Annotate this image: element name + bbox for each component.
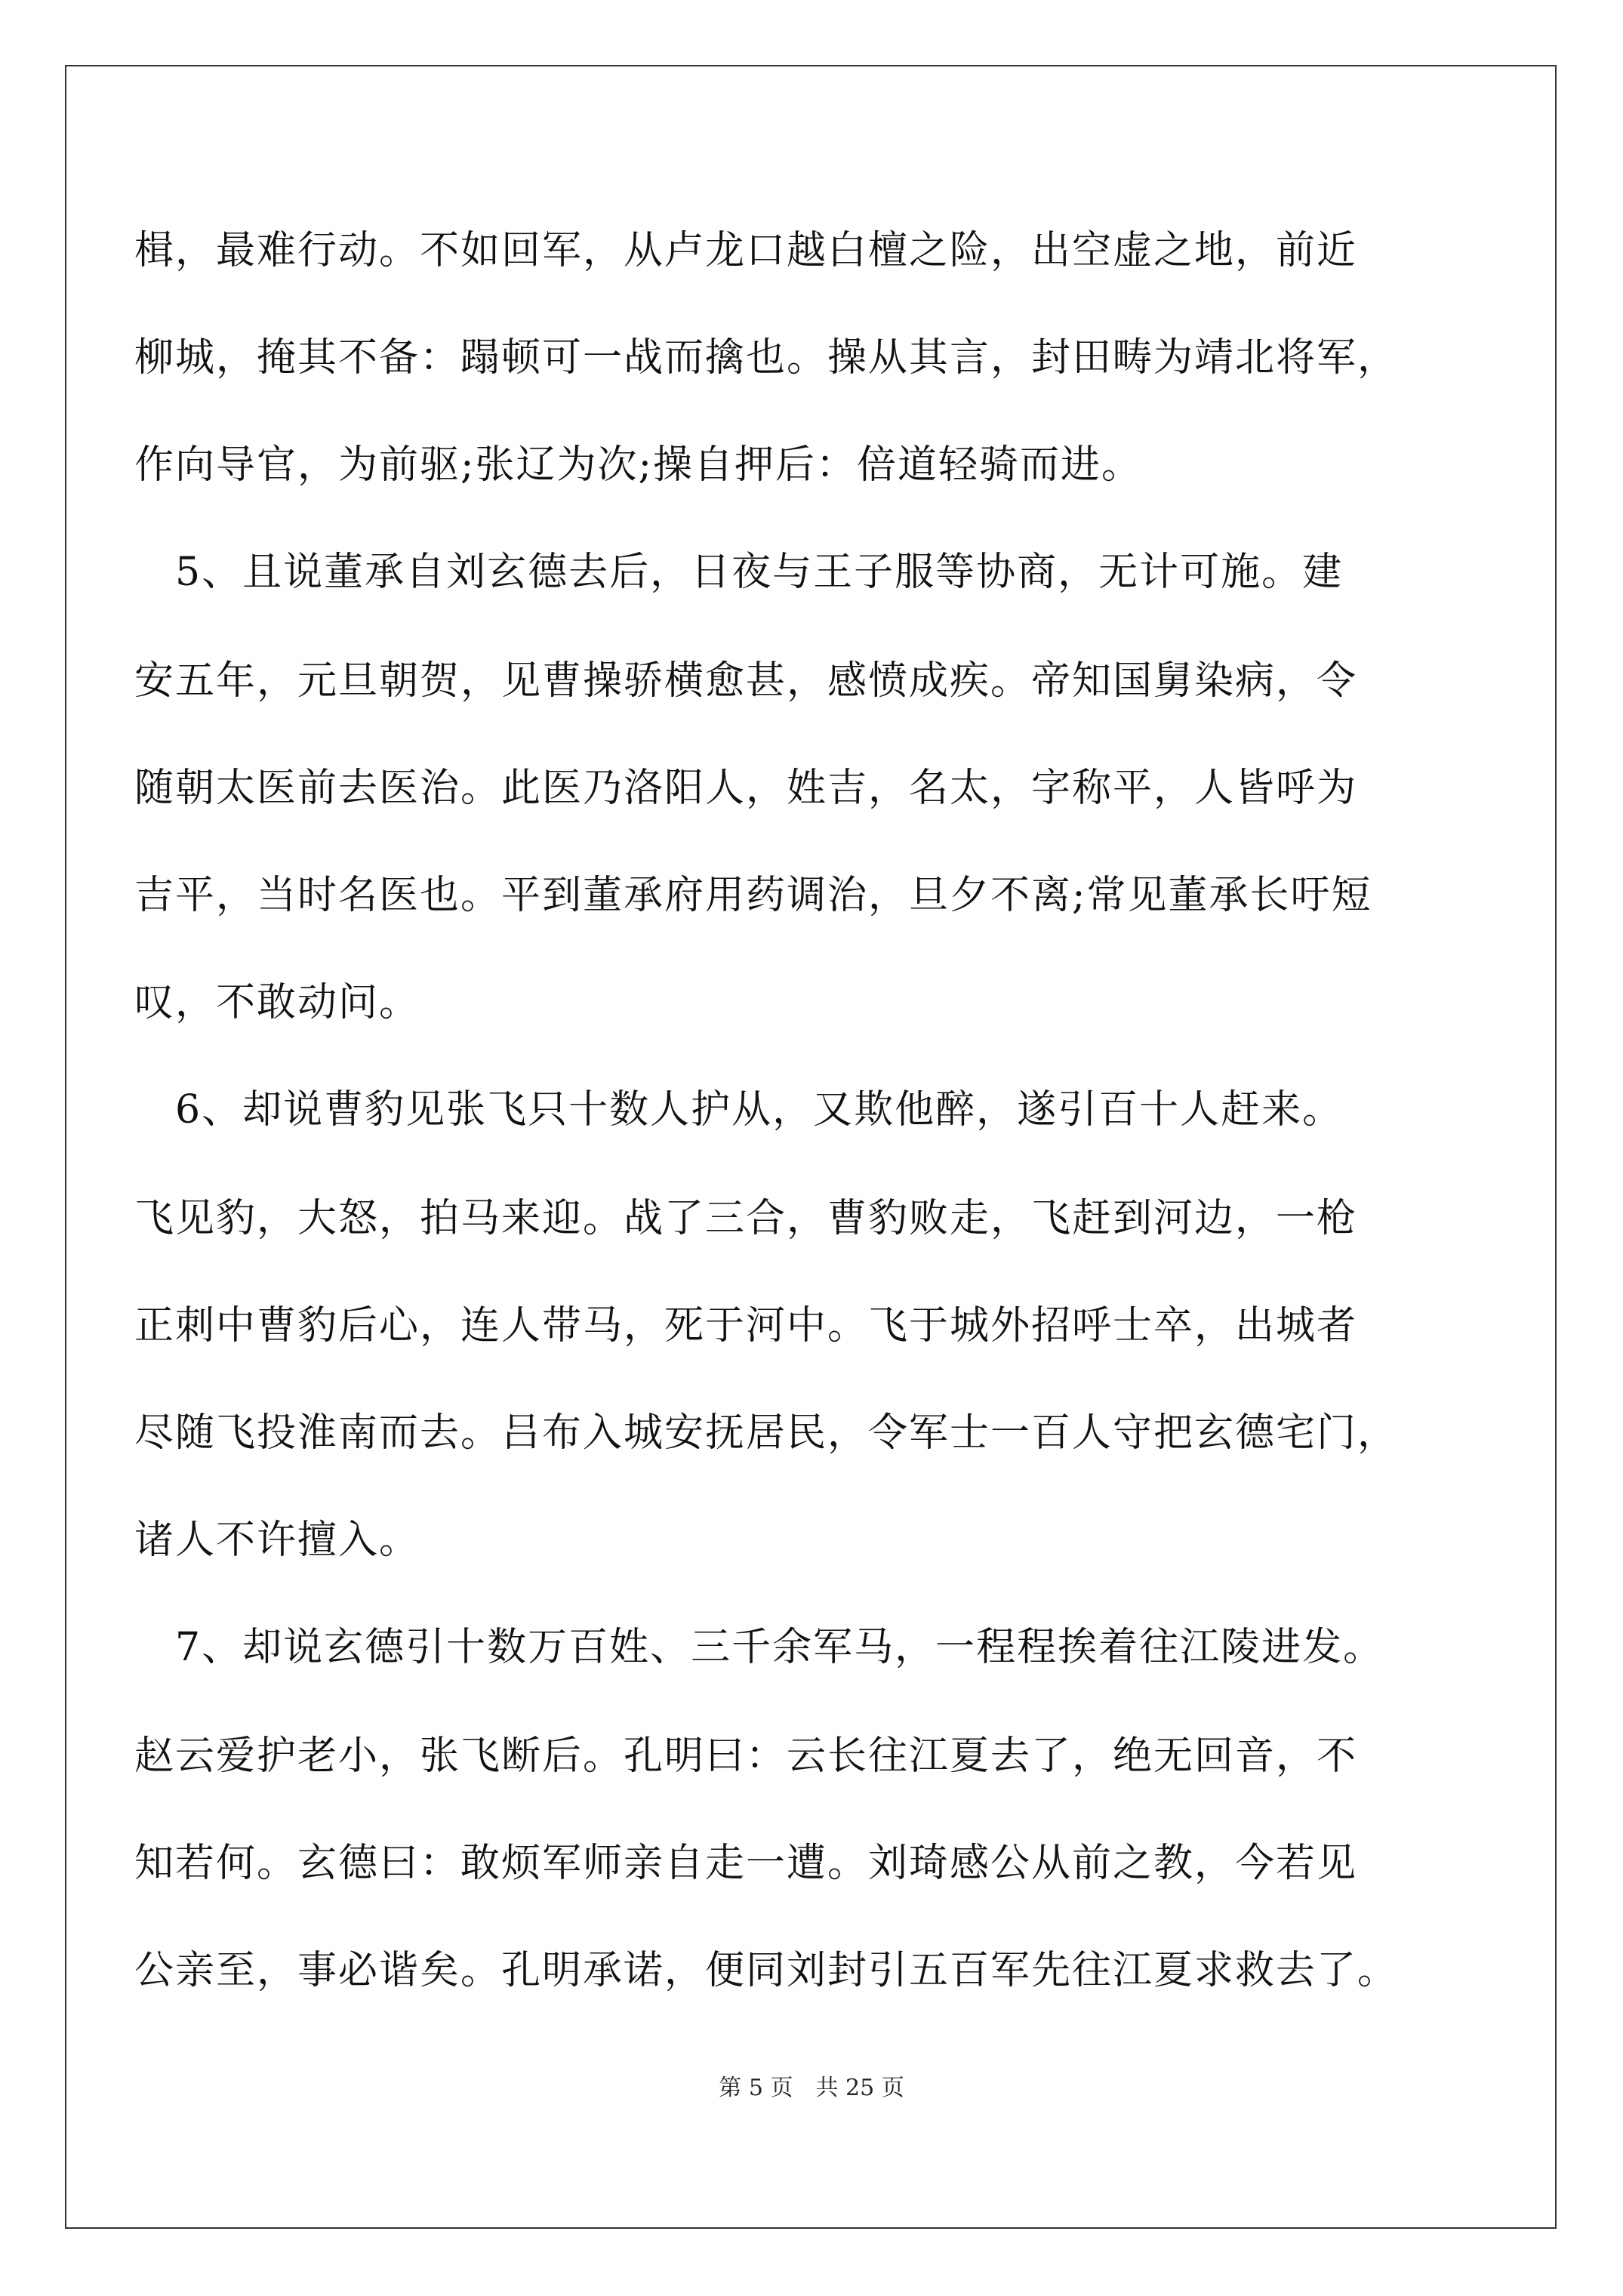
text-line: 赵云爱护老小，张飞断后。孔明曰：云长往江夏去了，绝无回音，不 [134, 1734, 1358, 1779]
text-line: 作向导官，为前驱;张辽为次;操自押后：倍道轻骑而进。 [134, 442, 1143, 488]
text-line: 尽随飞投淮南而去。吕布入城安抚居民，令军士一百人守把玄德宅门， [134, 1410, 1399, 1456]
text-line: 6、却说曹豹见张飞只十数人护从，又欺他醉，遂引百十人赶来。 [134, 1087, 1344, 1133]
text-line: 吉平，当时名医也。平到董承府用药调治，旦夕不离;常见董承长吁短 [134, 873, 1372, 918]
text-line: 5、且说董承自刘玄德去后，日夜与王子服等协商，无计可施。建 [134, 550, 1344, 595]
text-line: 知若何。玄德曰：敢烦军师亲自走一遭。刘琦感公从前之教，今若见 [134, 1841, 1358, 1886]
page-number-footer: 第 5 页 共 25 页 [719, 2075, 904, 2101]
text-line: 诸人不许擅入。 [134, 1518, 420, 1563]
text-line: 7、却说玄德引十数万百姓、三千余军马，一程程挨着往江陵进发。 [134, 1625, 1384, 1670]
text-line: 楫，最难行动。不如回军，从卢龙口越白檀之险，出空虚之地，前近 [134, 228, 1358, 273]
text-line: 随朝太医前去医治。此医乃洛阳人，姓吉，名太，字称平，人皆呼为 [134, 766, 1358, 811]
page-frame [65, 65, 1557, 2229]
text-line: 飞见豹，大怒，拍马来迎。战了三合，曹豹败走，飞赶到河边，一枪 [134, 1196, 1358, 1241]
text-line: 正刺中曹豹后心，连人带马，死于河中。飞于城外招呼士卒，出城者 [134, 1303, 1358, 1348]
text-line: 公亲至，事必谐矣。孔明承诺，便同刘封引五百军先往江夏求救去了。 [134, 1948, 1399, 1993]
text-line: 叹，不敢动问。 [134, 980, 420, 1025]
text-line: 柳城，掩其不备：蹋顿可一战而擒也。操从其言，封田畴为靖北将军， [134, 335, 1399, 381]
text-line: 安五年，元旦朝贺，见曹操骄横愈甚，感愤成疾。帝知国舅染病，令 [134, 658, 1358, 704]
